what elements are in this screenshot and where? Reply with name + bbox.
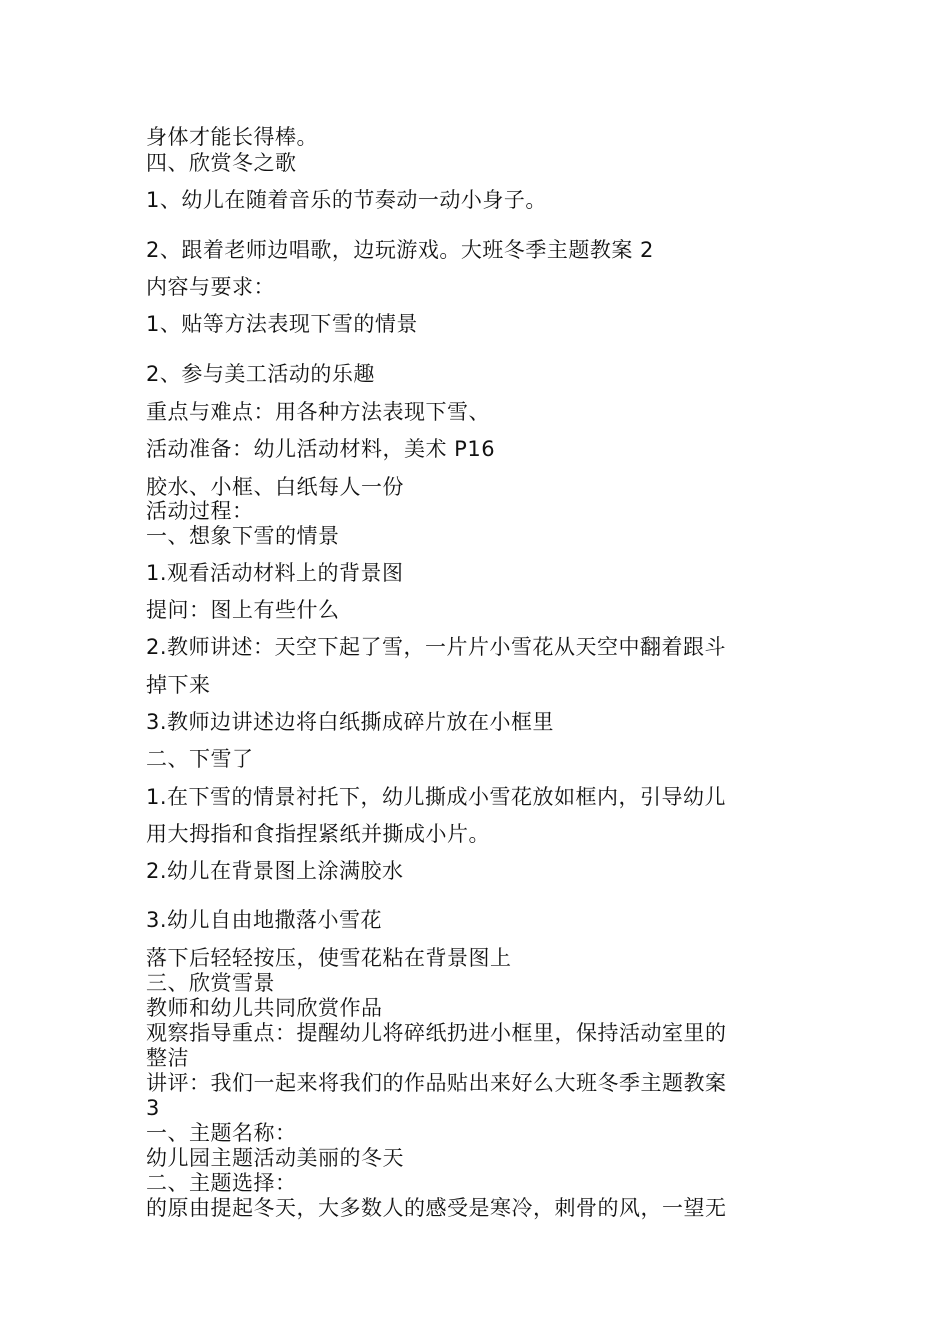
text-line: 讲评：我们一起来将我们的作品贴出来好么大班冬季主题教案 [146,1071,727,1095]
text-line: 活动过程： [146,499,254,523]
section-heading: 四、欣赏冬之歌 [146,151,297,175]
text-line: 身体才能长得棒。 [146,125,318,149]
section-heading: 一、主题名称： [146,1121,297,1145]
text-line: 2、参与美工活动的乐趣 [146,362,375,386]
text-line: 2、跟着老师边唱歌，边玩游戏。大班冬季主题教案 2 [146,238,654,262]
text-line: 幼儿园主题活动美丽的冬天 [146,1146,404,1170]
text-line: 的原由提起冬天，大多数人的感受是寒冷，刺骨的风，一望无 [146,1196,727,1220]
text-line: 3.教师边讲述边将白纸撕成碎片放在小框里 [146,710,555,734]
text-line: 掉下来 [146,673,211,697]
text-line: 观察指导重点：提醒幼儿将碎纸扔进小框里，保持活动室里的 [146,1021,727,1045]
text-line: 重点与难点：用各种方法表现下雪、 [146,400,490,424]
section-heading: 二、下雪了 [146,747,254,771]
text-line: 1.在下雪的情景衬托下，幼儿撕成小雪花放如框内，引导幼儿 [146,785,727,809]
text-line: 2.幼儿在背景图上涂满胶水 [146,859,404,883]
text-line: 用大拇指和食指捏紧纸并撕成小片。 [146,822,490,846]
text-line: 1、幼儿在随着音乐的节奏动一动小身子。 [146,188,547,212]
text-line: 教师和幼儿共同欣赏作品 [146,996,383,1020]
text-line: 内容与要求： [146,275,275,299]
text-line: 2.教师讲述：天空下起了雪，一片片小雪花从天空中翻着跟斗 [146,635,727,659]
text-line: 落下后轻轻按压，使雪花粘在背景图上 [146,946,512,970]
text-line: 活动准备：幼儿活动材料，美术 P16 [146,437,496,461]
text-line: 提问：图上有些什么 [146,598,340,622]
text-line: 1、贴等方法表现下雪的情景 [146,312,418,336]
text-line: 胶水、小框、白纸每人一份 [146,475,404,499]
section-heading: 一、想象下雪的情景 [146,524,340,548]
section-heading: 二、主题选择： [146,1171,297,1195]
section-heading: 三、欣赏雪景 [146,971,275,995]
text-line: 整洁 [146,1046,189,1070]
text-line: 3 [146,1096,160,1120]
text-line: 3.幼儿自由地撒落小雪花 [146,908,383,932]
text-line: 1.观看活动材料上的背景图 [146,561,404,585]
